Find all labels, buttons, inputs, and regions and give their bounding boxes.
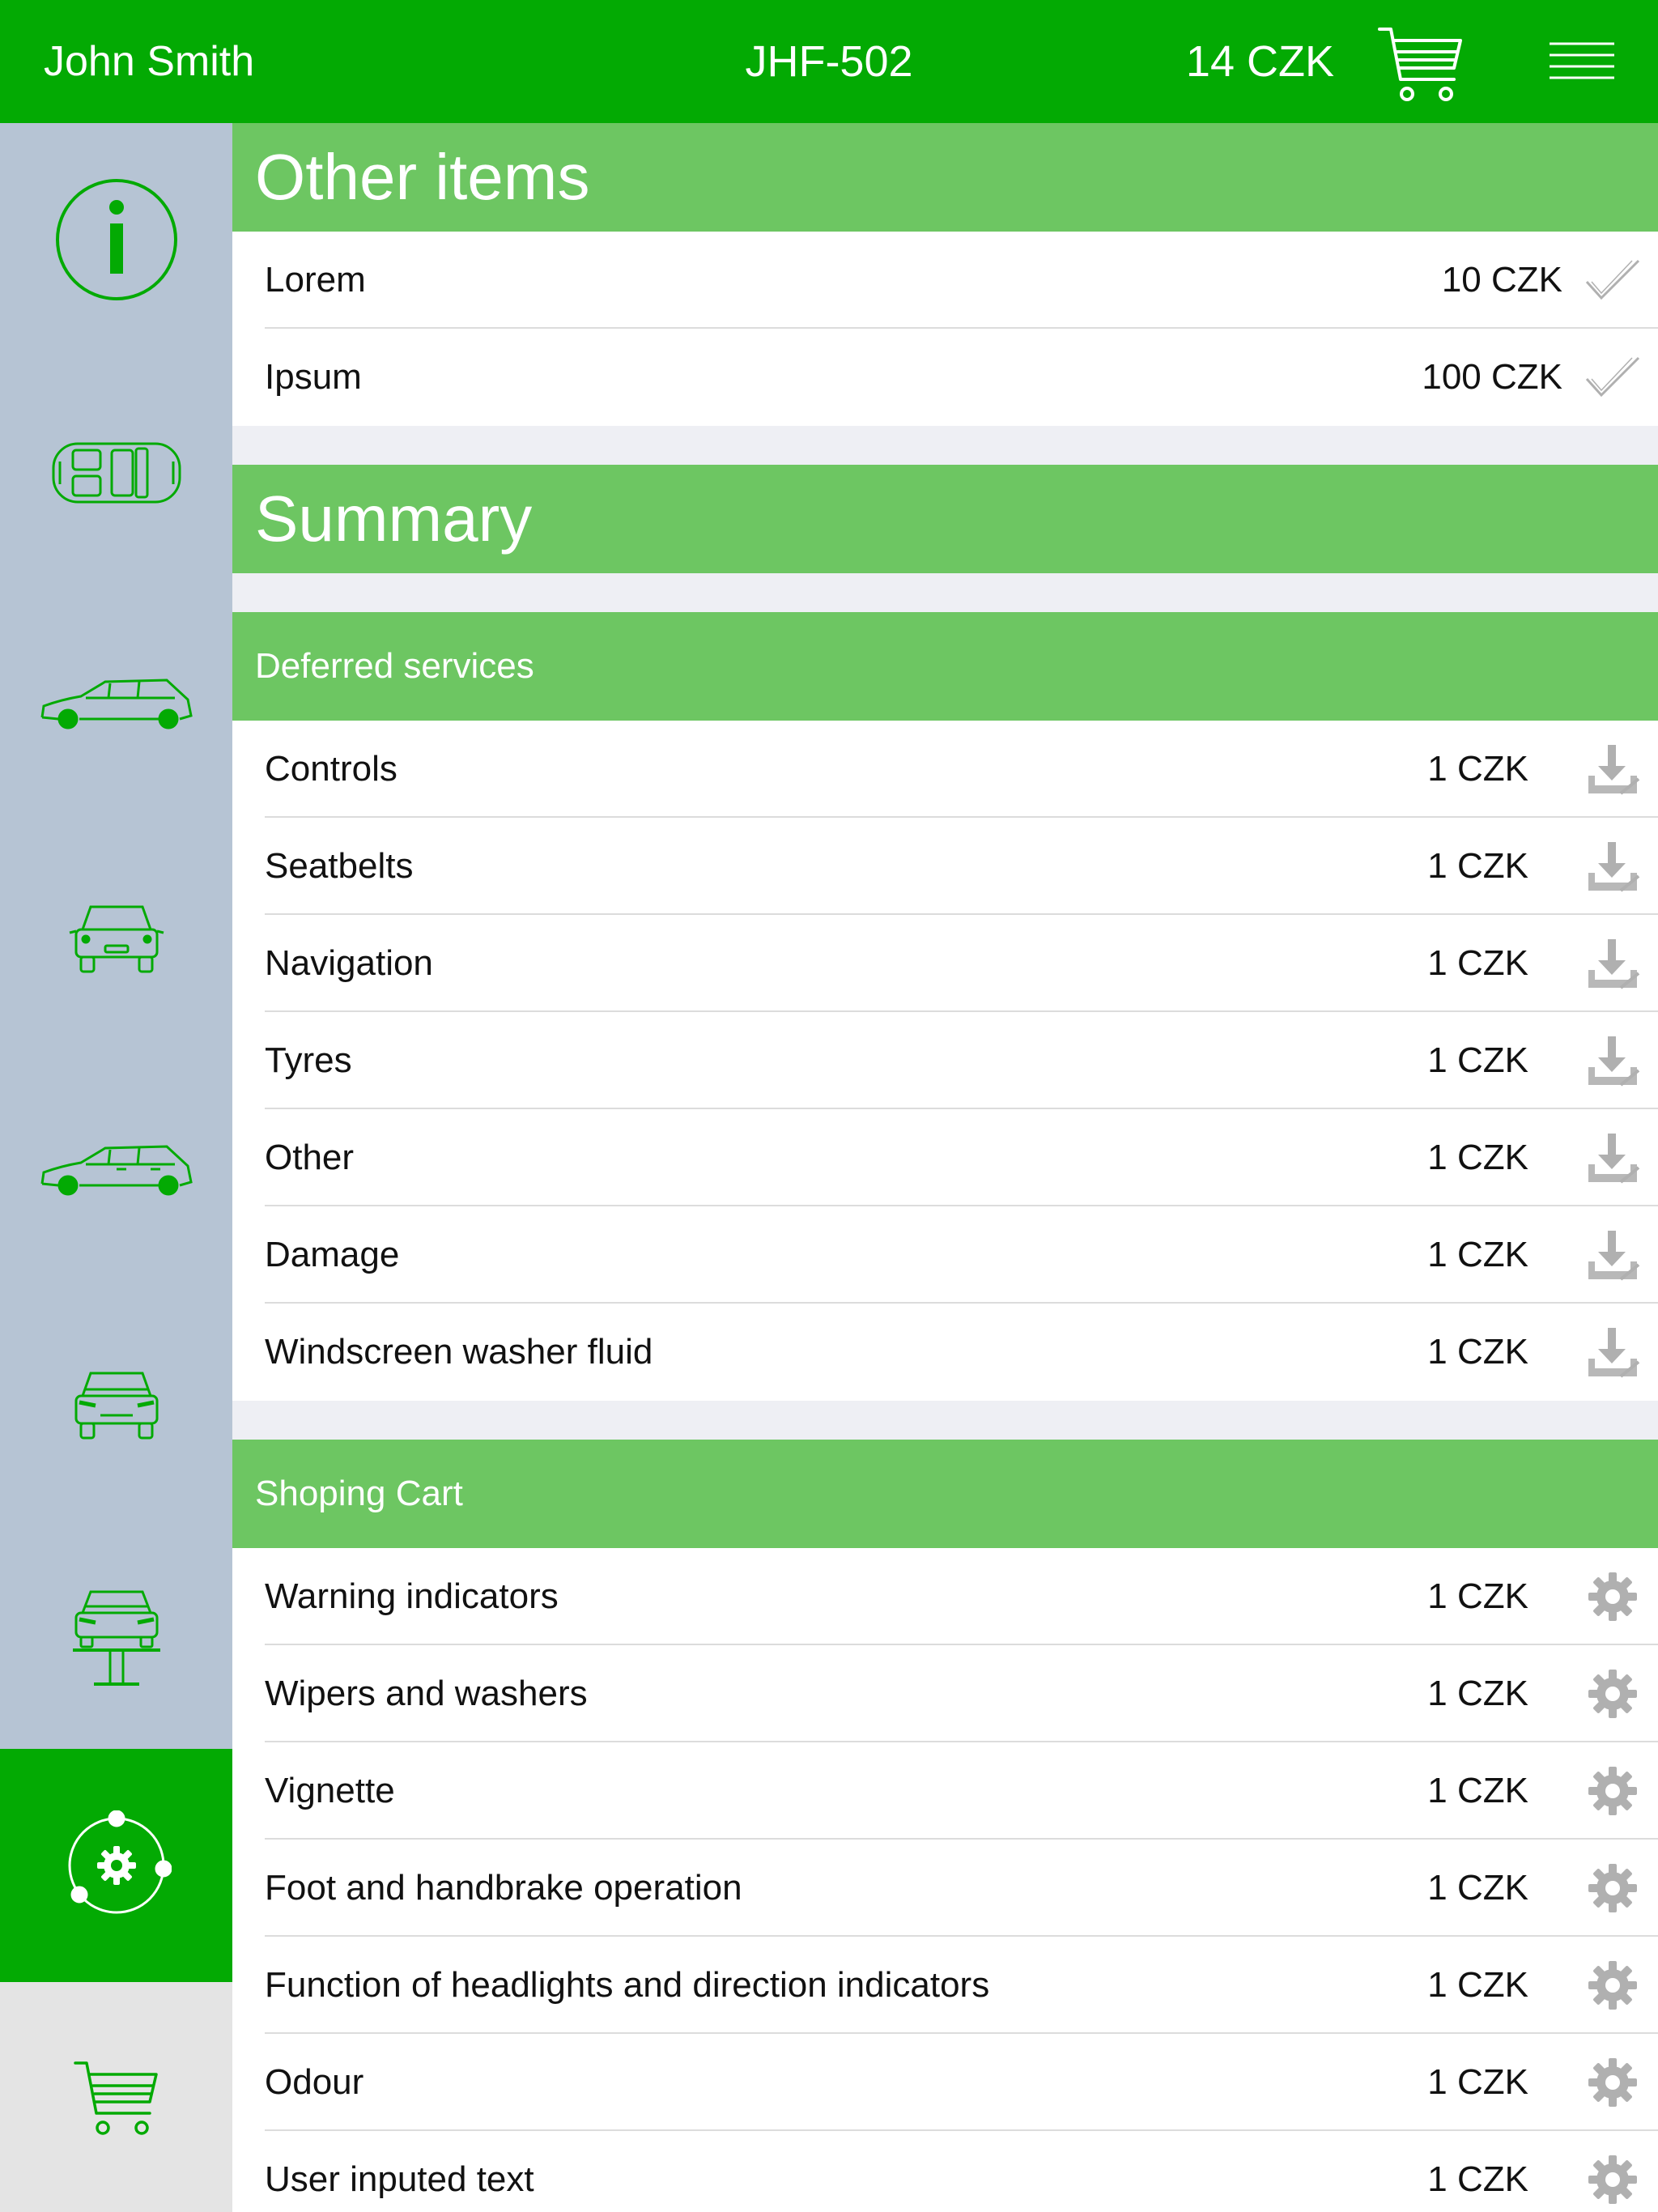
gear-icon[interactable] [1584, 1862, 1642, 1914]
item-price: 1 CZK [1427, 1965, 1528, 2005]
item-label: Function of headlights and direction indicators [265, 1965, 990, 2005]
item-price: 1 CZK [1427, 1868, 1528, 1908]
car-front-view-icon [68, 1368, 165, 1443]
sidebar-item-cart[interactable] [0, 1982, 232, 2212]
car-side-view-icon [37, 675, 196, 737]
list-item[interactable] [265, 1645, 1658, 1742]
item-price: 100 CZK [1422, 357, 1562, 397]
sidebar-item-car-lift[interactable] [0, 1522, 232, 1755]
sidebar-item-car-front[interactable] [0, 1289, 232, 1522]
license-plate: JHF-502 [745, 37, 913, 86]
main-content[interactable] [232, 123, 1658, 2212]
item-label: Vignette [265, 1771, 395, 1810]
item-price: 1 CZK [1427, 1771, 1528, 1810]
section-title-other-items: Other items [232, 123, 1658, 232]
item-price: 1 CZK [1427, 1674, 1528, 1713]
list-item[interactable] [265, 1206, 1658, 1304]
list-item[interactable] [265, 1937, 1658, 2034]
checkmark-icon[interactable] [1584, 351, 1642, 403]
sidebar-item-car-side[interactable] [0, 589, 232, 823]
list-item[interactable] [265, 1304, 1658, 1401]
list-item[interactable] [265, 329, 1658, 426]
list-item[interactable] [265, 721, 1658, 818]
section-title-summary: Summary [232, 465, 1658, 573]
item-label: Windscreen washer fluid [265, 1332, 653, 1372]
item-label: User inputed text [265, 2159, 534, 2199]
list-item[interactable] [265, 818, 1658, 915]
item-price: 1 CZK [1427, 1235, 1528, 1274]
sidebar-item-services[interactable] [0, 1749, 232, 1982]
gear-icon[interactable] [1584, 1668, 1642, 1720]
sidebar-item-car-top[interactable] [0, 356, 232, 589]
item-price: 1 CZK [1427, 2062, 1528, 2102]
item-label: Foot and handbrake operation [265, 1868, 742, 1908]
group-title-deferred-services: Deferred services [232, 612, 1658, 721]
item-price: 1 CZK [1427, 1576, 1528, 1616]
gear-icon[interactable] [1584, 1571, 1642, 1623]
download-tray-icon[interactable] [1584, 938, 1642, 989]
item-price: 1 CZK [1427, 2159, 1528, 2199]
list-item[interactable] [265, 1012, 1658, 1109]
car-lift-icon [66, 1589, 167, 1689]
list-item[interactable] [265, 2131, 1658, 2212]
item-label: Other [265, 1138, 355, 1177]
gear-icon[interactable] [1584, 1765, 1642, 1817]
list-item[interactable] [265, 1742, 1658, 1840]
gear-icon[interactable] [1584, 1959, 1642, 2011]
list-item[interactable] [265, 1840, 1658, 1937]
car-top-view-icon [52, 442, 181, 504]
gear-icon[interactable] [1584, 2154, 1642, 2206]
download-tray-icon[interactable] [1584, 1035, 1642, 1087]
item-label: Navigation [265, 943, 433, 983]
other-items-list [232, 232, 1658, 426]
car-side-details-icon [37, 1142, 196, 1203]
sidebar [0, 123, 232, 2212]
item-label: Lorem [265, 260, 366, 300]
cart-total: 14 CZK [1185, 37, 1334, 86]
item-label: Odour [265, 2062, 364, 2102]
item-label: Ipsum [265, 357, 362, 397]
item-label: Damage [265, 1235, 400, 1274]
item-label: Controls [265, 749, 397, 789]
sidebar-item-car-details[interactable] [0, 1056, 232, 1289]
hamburger-menu-icon[interactable] [1548, 39, 1616, 84]
download-tray-icon[interactable] [1584, 743, 1642, 795]
top-bar [0, 0, 1658, 123]
cart-icon[interactable] [1376, 23, 1465, 104]
list-item[interactable] [265, 2034, 1658, 2131]
item-price: 1 CZK [1427, 1332, 1528, 1372]
service-orbit-icon [62, 1810, 172, 1921]
info-icon [53, 177, 180, 303]
cart-icon [68, 2057, 165, 2138]
checkmark-icon[interactable] [1584, 254, 1642, 306]
shopping-cart-list [232, 1548, 1658, 2212]
sidebar-item-car-rear[interactable] [0, 823, 232, 1056]
list-item[interactable] [265, 232, 1658, 329]
user-name: John Smith [44, 38, 255, 85]
item-price: 1 CZK [1427, 1138, 1528, 1177]
download-tray-icon[interactable] [1584, 840, 1642, 892]
download-tray-icon[interactable] [1584, 1132, 1642, 1184]
sidebar-item-info[interactable] [0, 123, 232, 356]
deferred-services-list [232, 721, 1658, 1401]
list-item[interactable] [265, 1109, 1658, 1206]
gear-icon[interactable] [1584, 2057, 1642, 2108]
list-item[interactable] [265, 1548, 1658, 1645]
item-price: 1 CZK [1427, 749, 1528, 789]
car-rear-view-icon [68, 902, 165, 976]
item-price: 1 CZK [1427, 846, 1528, 886]
item-label: Tyres [265, 1040, 352, 1080]
item-label: Seatbelts [265, 846, 414, 886]
group-title-shopping-cart: Shoping Cart [232, 1440, 1658, 1548]
item-label: Wipers and washers [265, 1674, 588, 1713]
item-price: 1 CZK [1427, 1040, 1528, 1080]
list-item[interactable] [265, 915, 1658, 1012]
download-tray-icon[interactable] [1584, 1326, 1642, 1378]
item-label: Warning indicators [265, 1576, 559, 1616]
item-price: 1 CZK [1427, 943, 1528, 983]
item-price: 10 CZK [1441, 260, 1562, 300]
download-tray-icon[interactable] [1584, 1229, 1642, 1281]
